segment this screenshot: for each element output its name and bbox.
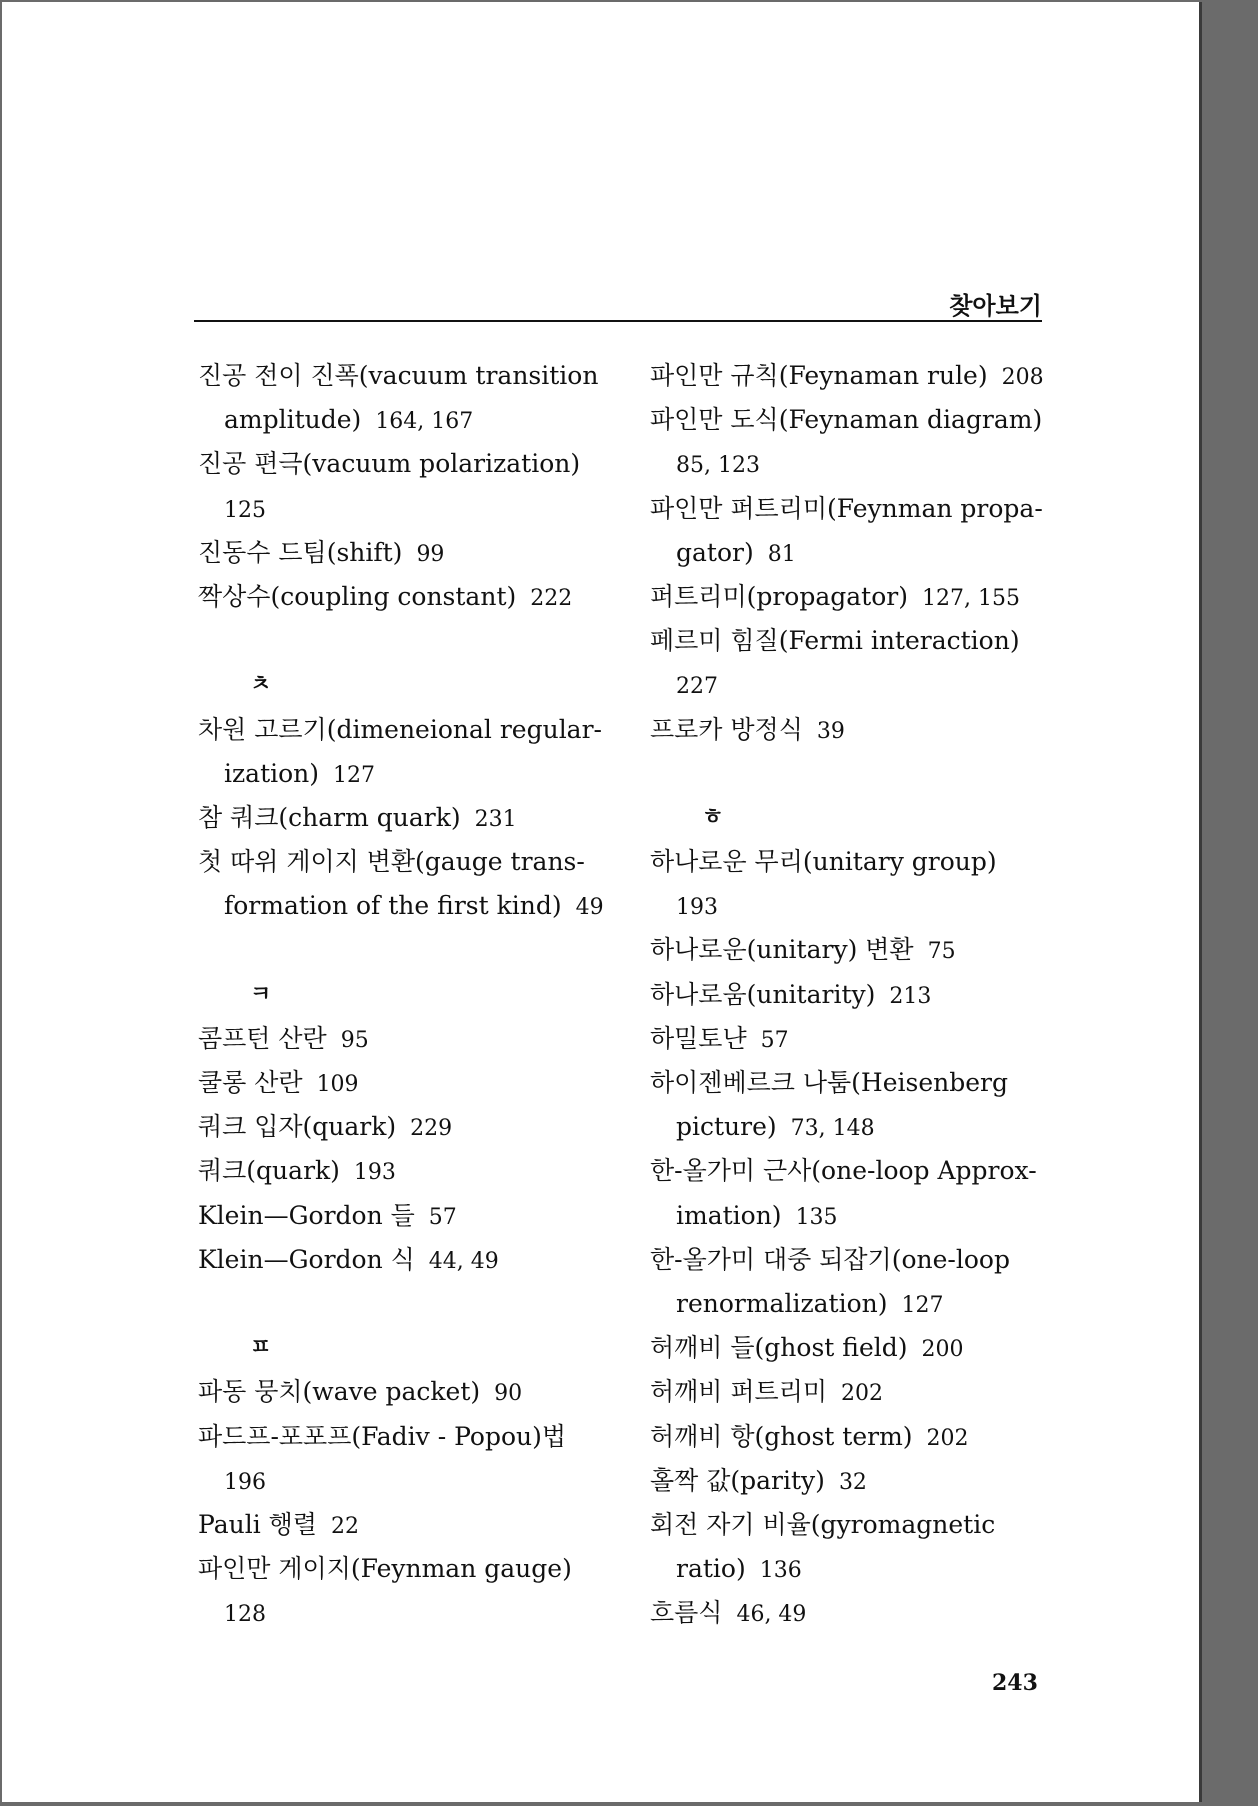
index-entry-line (198, 398, 618, 442)
index-entry-term: 흐름식 (650, 1598, 723, 1628)
index-entry-page-ref: 49 (575, 895, 604, 921)
index-entry-page-ref: 85, 123 (676, 453, 760, 479)
index-entry-line (650, 884, 1050, 928)
index-entry-page-ref: 39 (816, 718, 845, 744)
index-entry-term: 참 쿼크(charm quark) (198, 802, 461, 832)
index-entry-line (198, 840, 618, 884)
index-entry-page-ref: 75 (927, 939, 956, 965)
index-entry-line (198, 708, 618, 752)
index-entry-line (650, 442, 1050, 486)
index-entry-line (198, 1547, 618, 1591)
index-entry-page-ref: 208 (1001, 365, 1044, 390)
index-entry-term: 하이젠베르크 나툼(Heisenberg (650, 1068, 1008, 1097)
index-spacer (650, 752, 1050, 796)
index-entry-line (198, 1591, 618, 1635)
index-entry-line (650, 575, 1050, 619)
index-entry-term: 하밀토냔 (650, 1023, 747, 1053)
index-entry-page-ref: 200 (921, 1337, 964, 1363)
index-section-letter (198, 973, 618, 1017)
index-entry-term: Klein—Gordon 들 (198, 1200, 415, 1230)
index-entry-page-ref: 202 (926, 1425, 969, 1451)
index-entry-line (198, 1370, 618, 1414)
index-entry-line (198, 1503, 618, 1547)
index-entry-term: 진공 편극(vacuum polarization) (198, 449, 581, 479)
index-entry-line (198, 1238, 618, 1282)
index-entry-page-ref: 164, 167 (375, 409, 474, 435)
index-entry-term: ㅎ (702, 804, 724, 830)
index-entry-line (650, 398, 1050, 442)
header-rule (194, 320, 1042, 322)
index-entry-line (198, 752, 618, 796)
index-entry-line (650, 708, 1050, 752)
index-entry-line (198, 796, 618, 840)
index-entry-page-ref: 90 (494, 1381, 523, 1407)
index-entry-page-ref: 128 (224, 1602, 266, 1628)
index-entry-line (650, 354, 1050, 398)
index-spacer (198, 928, 618, 972)
index-entry-term: ㅋ (250, 981, 272, 1007)
index-entry-line (650, 1415, 1050, 1459)
index-entry-term: 한-올가미 근사(one-loop Approx- (650, 1156, 1037, 1186)
index-entry-line (198, 575, 618, 619)
page-number: 243 (992, 1670, 1038, 1696)
index-entry-term: 회전 자기 비율(gyromagnetic (650, 1509, 996, 1539)
index-entry-page-ref: 229 (410, 1116, 453, 1142)
index-entry-line (198, 1194, 618, 1238)
index-entry-line (198, 1061, 618, 1105)
index-entry-term: 쿼크(quark) (198, 1156, 340, 1186)
index-entry-line (650, 1017, 1050, 1061)
index-entry-term: 진동수 드팀(shift) (198, 537, 403, 567)
running-head-title: 찾아보기 (949, 292, 1042, 320)
index-entry-term: 짝상수(coupling constant) (198, 581, 517, 611)
index-entry-page-ref: 136 (759, 1558, 802, 1584)
index-entry-term: 파드프-포포프(Fadiv - Popou)법 (198, 1421, 567, 1451)
index-entry-term: 허깨비 항(ghost term) (650, 1421, 913, 1451)
index-entry-term: Pauli 행렬 (198, 1509, 317, 1539)
index-entry-term: 파인만 퍼트리미(Feynman propa- (650, 493, 1043, 523)
index-entry-term: 차원 고르기(dimeneional regular- (198, 714, 602, 744)
index-entry-page-ref: 135 (795, 1204, 838, 1230)
index-entry-term: formation of the first kind) (224, 891, 562, 921)
index-entry-term: imation) (676, 1200, 782, 1230)
index-entry-page-ref: 125 (224, 497, 266, 523)
index-entry-line (198, 1415, 618, 1459)
index-entry-term: renormalization) (676, 1288, 888, 1318)
index-entry-term: 콤프턴 산란 (198, 1023, 327, 1053)
index-entry-term: ization) (224, 758, 320, 788)
index-entry-term: ㅊ (250, 672, 272, 698)
index-entry-line (650, 1591, 1050, 1635)
index-entry-term: ㅍ (250, 1335, 272, 1361)
index-column-right (650, 354, 1050, 1635)
index-entry-page-ref: 227 (676, 674, 718, 700)
index-entry-line (198, 1017, 618, 1061)
index-entry-line (198, 531, 618, 575)
index-entry-term: 첫 따위 게이지 변환(gauge trans- (198, 847, 585, 877)
index-entry-line (650, 840, 1050, 884)
index-entry-term: 홀짝 값(parity) (650, 1465, 825, 1495)
index-entry-line (198, 1105, 618, 1149)
index-entry-term: 파인만 규칙(Feynaman rule) (650, 361, 988, 390)
index-entry-page-ref: 127, 155 (921, 585, 1020, 611)
index-entry-line (650, 1061, 1050, 1105)
index-entry-line (650, 619, 1050, 663)
index-entry-line (198, 1459, 618, 1503)
index-entry-page-ref: 22 (330, 1513, 359, 1539)
index-entry-page-ref: 57 (760, 1027, 789, 1053)
index-entry-page-ref: 213 (889, 983, 932, 1009)
index-entry-term: gator) (676, 537, 754, 567)
index-entry-term: 프로카 방정식 (650, 714, 803, 744)
index-entry-term: 파인만 도식(Feynaman diagram) (650, 405, 1043, 435)
index-entry-page-ref: 73, 148 (790, 1116, 875, 1142)
index-entry-line (650, 1503, 1050, 1547)
index-section-letter (650, 796, 1050, 840)
index-entry-line (198, 884, 618, 928)
index-entry-line (650, 928, 1050, 972)
index-entry-term: 허깨비 퍼트리미 (650, 1377, 827, 1407)
index-entry-page-ref: 32 (838, 1469, 867, 1495)
index-entry-term: 허깨비 들(ghost field) (650, 1333, 908, 1363)
index-entry-line (198, 354, 618, 398)
index-entry-page-ref: 109 (316, 1072, 359, 1097)
index-entry-term: 쿨롱 산란 (198, 1068, 303, 1097)
index-entry-page-ref: 222 (530, 585, 573, 611)
index-entry-term: 쿼크 입자(quark) (198, 1112, 397, 1142)
index-entry-line (198, 442, 618, 486)
index-entry-term: 하나로운 무리(unitary group) (650, 847, 997, 877)
index-entry-page-ref: 57 (428, 1204, 457, 1230)
index-entry-page-ref: 99 (416, 541, 445, 567)
index-entry-line (650, 1459, 1050, 1503)
index-entry-line (650, 1326, 1050, 1370)
index-entry-line (650, 1282, 1050, 1326)
index-entry-line (650, 1370, 1050, 1414)
index-entry-term: 퍼트리미(propagator) (650, 581, 908, 611)
index-entry-term: 진공 전이 진폭(vacuum transition (198, 361, 599, 390)
index-entry-line (650, 663, 1050, 707)
index-spacer (198, 1282, 618, 1326)
index-entry-line (650, 531, 1050, 575)
index-entry-term: amplitude) (224, 405, 362, 435)
index-entry-line (650, 1105, 1050, 1149)
index-section-letter (198, 1326, 618, 1370)
index-entry-page-ref: 95 (340, 1027, 369, 1053)
index-entry-term: picture) (676, 1112, 777, 1142)
index-entry-page-ref: 44, 49 (428, 1248, 499, 1274)
index-entry-term: 파인만 게이지(Feynman gauge) (198, 1554, 572, 1584)
index-entry-page-ref: 193 (676, 895, 718, 921)
index-entry-page-ref: 193 (353, 1160, 396, 1186)
index-entry-line (198, 1149, 618, 1193)
index-entry-page-ref: 127 (333, 762, 376, 788)
index-entry-term: 하나로움(unitarity) (650, 979, 876, 1009)
index-entry-line (650, 1547, 1050, 1591)
index-entry-term: ratio) (676, 1554, 746, 1584)
index-entry-line (650, 1194, 1050, 1238)
index-entry-line (650, 1149, 1050, 1193)
index-entry-term: 하나로운(unitary) 변환 (650, 935, 914, 965)
index-entry-term: 페르미 힘질(Fermi interaction) (650, 626, 1020, 656)
index-entry-line (650, 487, 1050, 531)
index-entry-page-ref: 196 (224, 1469, 266, 1495)
index-entry-line (198, 487, 618, 531)
index-column-left (198, 354, 618, 1635)
document-page (2, 2, 1202, 1802)
index-entry-line (650, 973, 1050, 1017)
index-entry-page-ref: 127 (901, 1292, 944, 1318)
index-spacer (198, 619, 618, 663)
index-entry-line (650, 1238, 1050, 1282)
index-entry-page-ref: 46, 49 (736, 1602, 807, 1628)
index-entry-term: 파동 뭉치(wave packet) (198, 1377, 481, 1407)
index-entry-term: 한-올가미 대중 되잡기(one-loop (650, 1244, 1010, 1274)
index-entry-page-ref: 202 (841, 1381, 883, 1407)
index-entry-page-ref: 81 (767, 541, 796, 567)
index-entry-term: Klein—Gordon 식 (198, 1244, 415, 1274)
index-section-letter (198, 663, 618, 707)
index-entry-page-ref: 231 (474, 806, 517, 832)
